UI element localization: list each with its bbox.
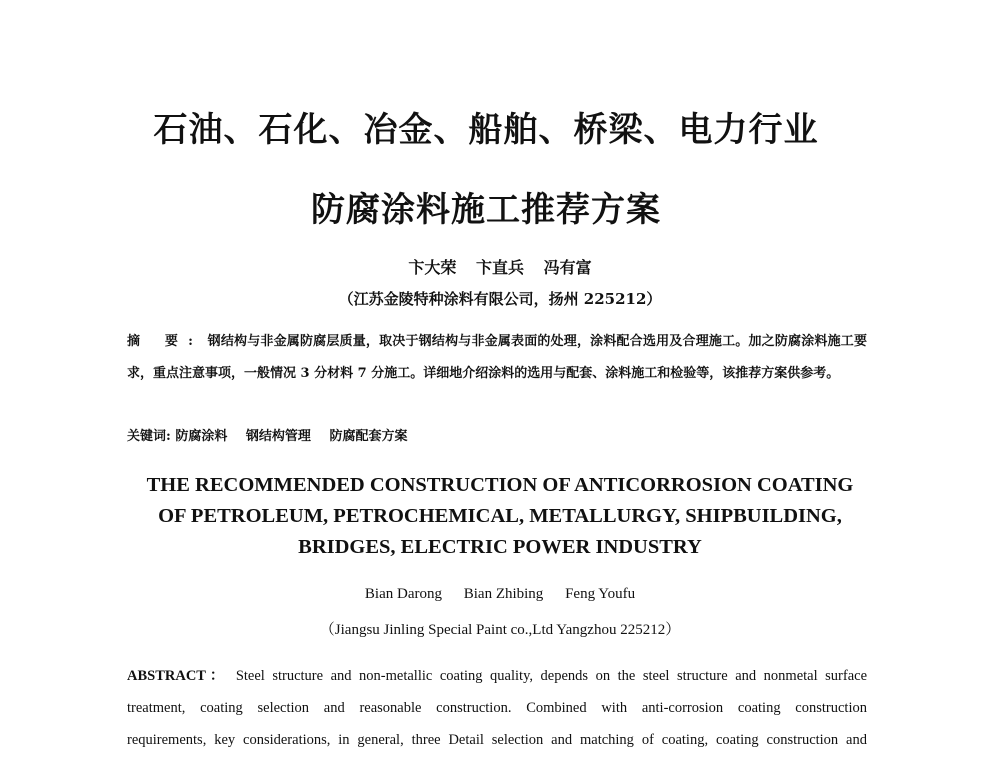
english-abstract-text: Steel structure and non-metallic coating quality, depends on the steel structure and nonmetal surface [235,668,868,684]
english-author: Bian Zhibing [463,586,544,602]
english-author: Feng Youfu [565,586,636,602]
english-abstract-label: ABSTRACT： [127,668,229,684]
chinese-title-line-2: 防腐涂料施工推荐方案 [311,190,661,230]
chinese-abstract-text: 钢结构与非金属防腐层质量，取决于钢结构与非金属表面的处理，涂料配合选用及合理施工。加之防腐涂料施工要求，重点注意事项，一般情况 3 分材料 7 分施工。详细地介绍涂料的选用与配套、涂料施工和检验等，该推荐方案供参考。 [127,334,867,381]
english-title-line: OF PETROLEUM, PETROCHEMICAL, METALLURGY, SHIPBUILDING, [158,505,842,527]
english-authors [0,586,1000,603]
chinese-author: 卞直兵 [475,258,524,277]
english-title-line: THE RECOMMENDED CONSTRUCTION OF ANTICORROSION COATING [146,474,854,496]
english-title-line: BRIDGES, ELECTRIC POWER INDUSTRY [298,536,702,558]
chinese-title-line-1: 石油、石化、冶金、船舶、桥梁、电力行业 [153,110,819,150]
chinese-keyword: 防腐涂料 [175,429,228,444]
chinese-abstract-label: 摘 要: [127,334,203,349]
chinese-affiliation: （江苏金陵特种涂料有限公司，扬州 225212） [338,290,662,308]
chinese-author: 卞大荣 [408,258,457,277]
english-affiliation: （Jiangsu Jinling Special Paint co.,Ltd Yangzhou 225212） [319,622,681,638]
chinese-keywords-label: 关键词: [127,429,171,444]
english-abstract-line: treatment, coating selection and reasonable construction. Combined with anti-corrosion coating construction [127,700,867,716]
chinese-keyword: 防腐配套方案 [329,429,408,444]
chinese-keyword: 钢结构管理 [245,429,311,444]
english-title [0,470,1000,563]
chinese-abstract [127,326,867,390]
english-abstract-line: requirements, key considerations, in general, three Detail selection and matching of coating, coating construction and [127,732,867,748]
english-abstract-line [127,660,867,692]
english-author: Bian Darong [364,586,442,602]
chinese-authors [0,255,1000,278]
english-abstract [127,660,867,756]
chinese-author: 冯有富 [543,258,592,277]
chinese-keywords [127,425,867,444]
